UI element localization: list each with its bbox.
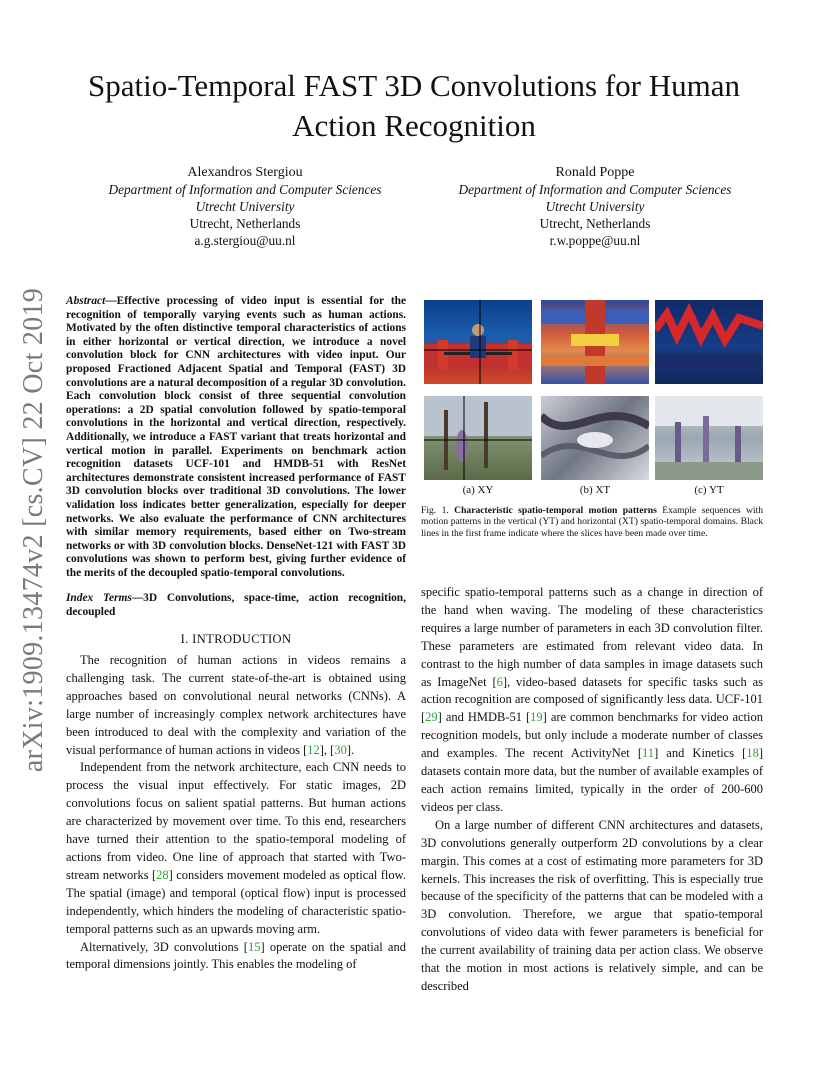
author-name: Alexandros Stergiou: [187, 165, 303, 180]
subfigure-label-yt: (c) YT: [694, 484, 724, 496]
citation-link[interactable]: 28: [156, 867, 169, 882]
section-heading: I. INTRODUCTION: [180, 632, 292, 646]
right-column-body: [421, 584, 763, 996]
citation-link[interactable]: 19: [530, 710, 543, 725]
paragraph-text: ] and HMDB-51 [: [437, 710, 531, 725]
citation-link[interactable]: 30: [334, 742, 347, 757]
author-location: Utrecht, Netherlands: [189, 216, 301, 231]
paragraph: [421, 584, 763, 817]
frame-xy-top: [424, 300, 532, 384]
figure-caption: [421, 505, 763, 539]
subfigure-label-xy: (a) XY: [462, 484, 494, 496]
paragraph-text: The recognition of human actions in videos remains a challenging task. The current state-of-the-art is obtained using approaches based on convolutional neural networks (CNNs). A large number of increasingly complex network architectures have been introduced to deal with the complexity and variation of the visual performance of human actions in videos [: [66, 653, 406, 757]
arxiv-identifier-text: arXiv:1909.13474v2 [cs.CV] 22 Oct 2019: [18, 287, 50, 773]
paragraph: [66, 652, 406, 759]
paragraph-text: ] operate on the spatial and temporal dimensions jointly. This enables the modeling of: [66, 939, 406, 972]
citation-link[interactable]: 11: [642, 746, 655, 761]
caption-text: Example sequences with motion patterns in the vertical (YT) and horizontal (XT) spatio-temporal domains. Black lines in the first frame indicate where the slices have been made over time.: [421, 505, 764, 539]
arxiv-identifier: [14, 287, 54, 773]
paragraph-text: ] are common benchmarks for video action recognition models, but only include a moderate number of classes and examples. The recent ActivityNet [: [421, 710, 764, 761]
paragraph-text: specific spatio-temporal patterns such as a change in direction of the hand when waving. The modeling of these characteristics requires a large number of parameters in each 3D convolution filter. These parameters are estimated from relevant video data. In contrast to the high number of data samples in image datasets such as ImageNet [: [421, 585, 763, 689]
paragraph-text: ].: [346, 742, 355, 757]
index-terms: [66, 592, 406, 619]
paragraph-text: ], video-based datasets for specific tasks such as action recognition are composed of significantly less data. UCF-101 [: [421, 674, 763, 725]
paragraph-text: ] and Kinetics [: [654, 746, 747, 761]
author-university: Utrecht University: [195, 199, 295, 214]
author-name: Ronald Poppe: [555, 165, 635, 180]
left-column-body: [66, 652, 406, 974]
citation-link[interactable]: 12: [307, 742, 320, 757]
citation-link[interactable]: 15: [247, 939, 261, 954]
author-university: Utrecht University: [545, 199, 645, 214]
frame-yt-top: [655, 300, 763, 384]
paragraph-text: ] considers movement modeled as optical flow. The spatial (image) and temporal (optical flow) input is processed independently, which hinders the modeling of characteristic spatio-temporal patterns such as an upwards moving arm.: [66, 867, 406, 936]
author-block-2: [415, 164, 775, 249]
paragraph: [66, 759, 406, 938]
frame-xy-bottom: [424, 396, 532, 480]
paragraph-text: Alternatively, 3D convolutions [: [80, 939, 248, 954]
paragraph: [66, 939, 406, 975]
subfigure-label-xt: (b) XT: [579, 484, 611, 496]
author-location: Utrecht, Netherlands: [539, 216, 651, 231]
index-terms-text: —3D Convolutions, space-time, action recognition, decoupled: [66, 592, 406, 618]
caption-label: Fig. 1.: [421, 505, 449, 516]
citation-link[interactable]: 18: [746, 746, 759, 761]
paragraph-text: On a large number of different CNN architectures and datasets, 3D convolutions generally outperform 2D convolutions by a clear margin. This comes at a cost of estimating more parameters for 3D kernels. This increases the risk of overfitting. This is especially true because of the specificity of the patterns that can be modeled with a 3D convolution. Therefore, we argue that spatio-temporal convolutions of video data with fewer parameters is beneficial for the current availability of training data per action class. We observe that the motion in most actions is relatively simple, and can be described: [421, 817, 763, 993]
paper-title: Spatio-Temporal FAST 3D Convolutions for Human Action Recognition: [88, 68, 740, 143]
abstract-lead: Abstract: [66, 295, 106, 307]
frame-yt-bottom: [655, 396, 763, 480]
citation-link[interactable]: 29: [425, 710, 438, 725]
author-block-1: [60, 164, 430, 249]
paragraph: [421, 817, 763, 996]
paragraph-text: ], [: [319, 742, 335, 757]
abstract-text: —Effective processing of video input is essential for the recognition of temporally varying events such as human actions. Motivated by the often distinctive temporal characteristics of actions in either horizontal or vertical direction, we introduce a novel convolution block for CNN architectures with video input. Our proposed Fractioned Adjacent Spatial and Temporal (FAST) 3D convolutions are a natural decomposition of a regular 3D convolution. Each convolution block consist of three sequential convolution operations: a 2D spatial convolution followed by spatio-temporal convolutions in the horizontal and vertical direction, respectively. Additionally, we introduce a FAST variant that treats horizontal and vertical motion in parallel. Experiments on benchmark action recognition datasets UCF-101 and HMDB-51 with ResNet architectures demonstrate consistent increased performance of FAST 3D convolution blocks over traditional 3D convolutions. The lower validation loss indicates better generalization, especially for deeper networks. We also evaluate the performance of CNN architectures with similar memory requirements, based either on Two-stream networks or with 3D convolution blocks. DenseNet-121 with FAST 3D convolutions was shown to perform best, giving further evidence of the merits of the decoupled spatio-temporal convolutions.: [66, 295, 406, 579]
paragraph-text: Independent from the network architecture, each CNN needs to process the visual input effectively. For static images, 2D convolutions focus on salient spatial patterns. But human actions are characterized by movement over time. To this end, researchers have turned their attention to the spatio-temporal modeling of actions from video. One line of approach that started with Two-stream networks [: [66, 760, 406, 882]
caption-title: Characteristic spatio-temporal motion patterns: [454, 505, 657, 516]
author-email[interactable]: a.g.stergiou@uu.nl: [194, 233, 296, 248]
author-department: Department of Information and Computer Sciences: [458, 182, 732, 197]
author-department: Department of Information and Computer Sciences: [108, 182, 382, 197]
author-email[interactable]: r.w.poppe@uu.nl: [549, 233, 641, 248]
figure-1: [424, 300, 764, 500]
frame-xt-bottom: [541, 396, 649, 480]
paragraph-text: ] datasets contain more data, but the number of available examples of each action remains limited, typically in the order of 200-600 videos per class.: [421, 746, 764, 814]
index-terms-lead: Index Terms: [66, 592, 132, 604]
abstract: [66, 295, 406, 580]
citation-link[interactable]: 6: [496, 674, 503, 689]
frame-xt-top: [541, 300, 649, 384]
